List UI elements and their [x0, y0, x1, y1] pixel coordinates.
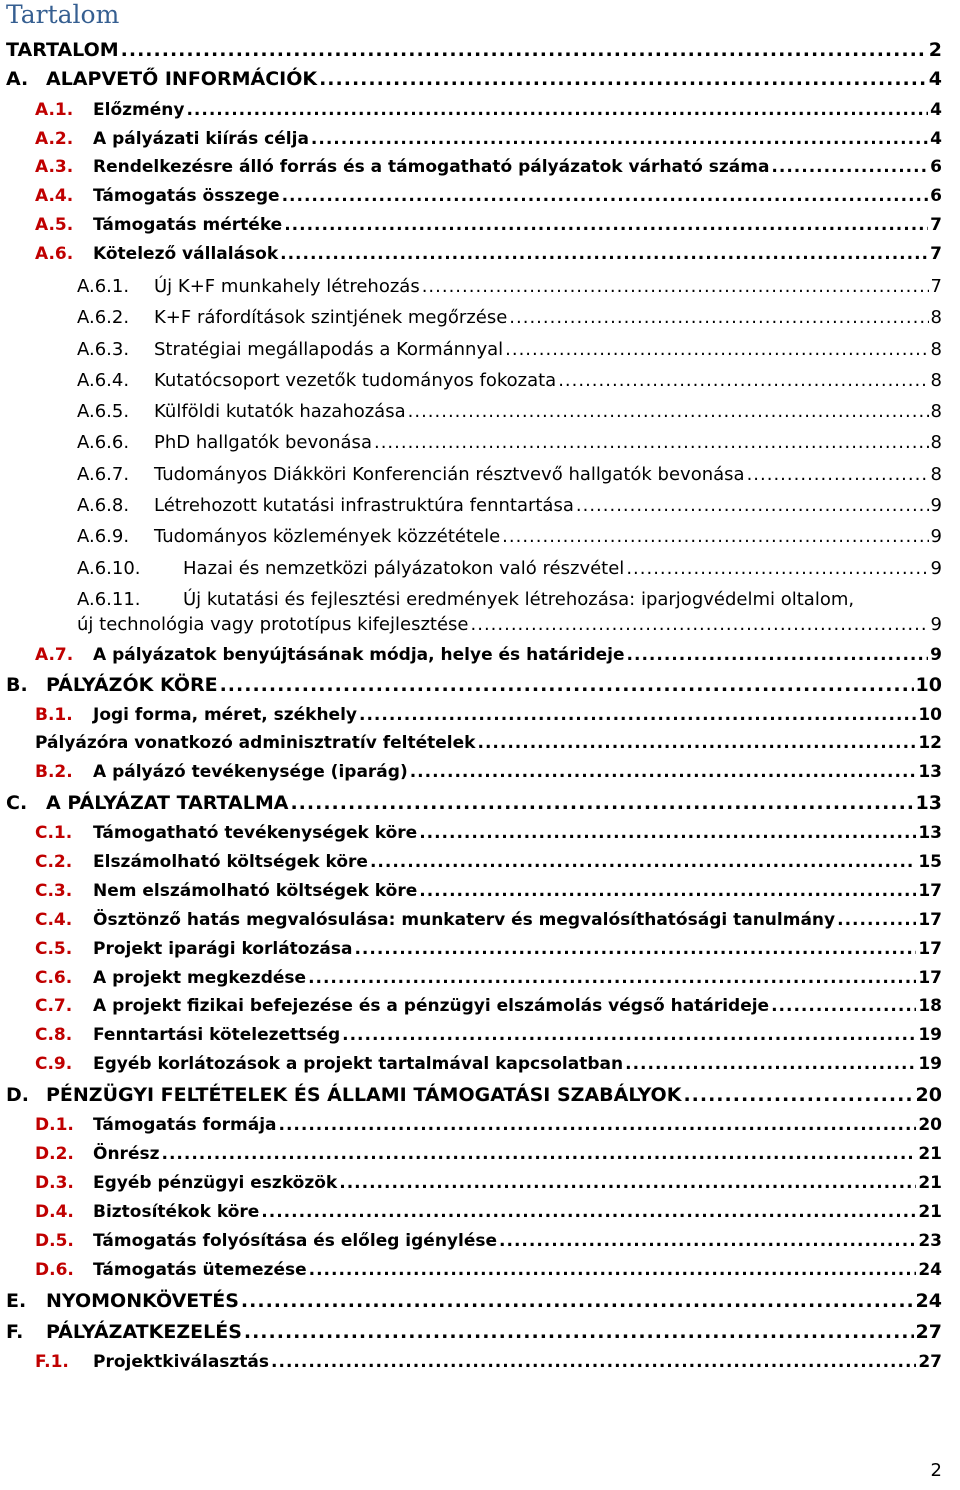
toc-entry-number: A.: [6, 68, 29, 90]
toc-entry-page: 9: [930, 558, 942, 579]
toc-entry-page: 8: [930, 464, 942, 485]
toc-entry[interactable]: [35, 762, 942, 782]
toc-leader-dots: [311, 129, 928, 149]
toc-leader-dots: [499, 1231, 916, 1251]
toc-entry-number: A.6.11.: [77, 589, 141, 610]
toc-entry[interactable]: [6, 674, 942, 696]
toc-entry[interactable]: [77, 432, 942, 453]
toc-entry-number: A.5.: [35, 215, 74, 235]
toc-entry-number: A.2.: [35, 129, 74, 149]
toc-entry-title: TARTALOM: [6, 39, 119, 61]
toc-entry[interactable]: [35, 244, 942, 264]
toc-entry-number: A.1.: [35, 100, 74, 120]
toc-entry[interactable]: [77, 526, 942, 547]
toc-entry-page: 8: [930, 432, 942, 453]
toc-leader-dots: [241, 1290, 914, 1312]
toc-entry[interactable]: [35, 705, 942, 725]
toc-entry-page: 10: [918, 705, 942, 725]
toc-entry-title: Jogi forma, méret, székhely: [93, 705, 357, 725]
toc-entry-number: A.4.: [35, 186, 74, 206]
toc-entry-page: 18: [918, 996, 942, 1016]
toc-entry-title: PÁLYÁZATKEZELÉS: [46, 1321, 242, 1343]
toc-entry[interactable]: [35, 215, 942, 235]
toc-entry-title: A pályázó tevékenysége (iparág): [93, 762, 408, 782]
toc-entry[interactable]: [35, 186, 942, 206]
toc-entry-title: PÁLYÁZÓK KÖRE: [46, 674, 218, 696]
toc-entry-title: Új K+F munkahely létrehozás: [154, 276, 420, 297]
toc-entry-title: NYOMONKÖVETÉS: [46, 1290, 239, 1312]
toc-entry[interactable]: [35, 823, 942, 843]
page-title: Tartalom: [6, 0, 120, 29]
toc-entry-number: E.: [6, 1290, 27, 1312]
toc-leader-dots: [477, 733, 916, 753]
toc-leader-dots: [419, 823, 916, 843]
toc-entry[interactable]: [77, 401, 942, 422]
toc-entry-page: 6: [930, 186, 942, 206]
toc-entry-number: D.1.: [35, 1115, 74, 1135]
toc-leader-dots: [509, 307, 928, 328]
toc-entry-page: 2: [928, 39, 942, 61]
toc-entry[interactable]: [77, 589, 942, 635]
toc-entry-page: 10: [915, 674, 942, 696]
toc-entry-title: Támogatás összege: [93, 186, 280, 206]
toc-entry-title: A PÁLYÁZAT TARTALMA: [46, 792, 289, 814]
toc-entry-number: D.2.: [35, 1144, 74, 1164]
toc-entry[interactable]: [35, 939, 942, 959]
toc-entry[interactable]: [35, 157, 942, 177]
toc-entry[interactable]: [35, 645, 942, 665]
toc-entry[interactable]: [77, 558, 942, 579]
toc-entry-number: B.: [6, 674, 28, 696]
toc-entry-page: 8: [930, 401, 942, 422]
toc-entry[interactable]: [77, 339, 942, 360]
toc-entry-title: Támogatható tevékenységek köre: [93, 823, 418, 843]
toc-leader-dots: [558, 370, 928, 391]
toc-entry-page: 9: [930, 614, 942, 635]
toc-leader-dots: [419, 881, 916, 901]
toc-leader-dots: [290, 792, 913, 814]
toc-entry-title: Projekt iparági korlátozása: [93, 939, 353, 959]
toc-entry-number: D.4.: [35, 1202, 74, 1222]
toc-entry-title: Fenntartási kötelezettség: [93, 1025, 341, 1045]
toc-entry-title: Önrész: [93, 1144, 160, 1164]
toc-entry-number: A.7.: [35, 645, 74, 665]
toc-entry-title: Pályázóra vonatkozó adminisztratív feltételek: [35, 733, 476, 753]
toc-entry-page: 24: [918, 1260, 942, 1280]
toc-entry[interactable]: [35, 100, 942, 120]
toc-entry-title: Kötelező vállalások: [93, 244, 279, 264]
toc-entry-title: PÉNZÜGYI FELTÉTELEK ÉS ÁLLAMI TÁMOGATÁSI SZABÁLYOK: [46, 1084, 682, 1106]
toc-entry-number: D.6.: [35, 1260, 74, 1280]
toc-leader-dots: [354, 939, 916, 959]
toc-entry-title: Külföldi kutatók hazahozása: [154, 401, 406, 422]
toc-entry[interactable]: [6, 792, 942, 814]
toc-entry[interactable]: [35, 852, 942, 872]
toc-entry[interactable]: [35, 1144, 942, 1164]
toc-leader-dots: [374, 432, 929, 453]
toc-entry[interactable]: [35, 129, 942, 149]
toc-entry[interactable]: [35, 996, 942, 1016]
toc-entry-number: C.1.: [35, 823, 73, 843]
toc-entry-title: Ösztönző hatás megvalósulása: munkaterv és megvalósíthatósági tanulmány: [93, 910, 836, 930]
toc-entry-title: A projekt megkezdése: [93, 968, 307, 988]
toc-entry-page: 17: [918, 939, 942, 959]
toc-entry-page: 19: [918, 1025, 942, 1045]
toc-entry-number: C.9.: [35, 1054, 73, 1074]
toc-entry[interactable]: [6, 1290, 942, 1312]
toc-leader-dots: [410, 762, 917, 782]
toc-entry[interactable]: [35, 910, 942, 930]
toc-entry-title: Új kutatási és fejlesztési eredmények létrehozása: iparjogvédelmi oltalom,: [183, 589, 855, 610]
toc-entry-page: 8: [930, 370, 942, 391]
toc-entry-page: 4: [930, 100, 942, 120]
toc-entry-number: C.2.: [35, 852, 73, 872]
toc-leader-dots: [502, 526, 928, 547]
toc-leader-dots: [280, 244, 928, 264]
toc-entry-number: C.4.: [35, 910, 73, 930]
toc-entry-title: A pályázati kiírás célja: [93, 129, 309, 149]
toc-entry-title: Rendelkezésre álló forrás és a támogatható pályázatok várható száma: [93, 157, 770, 177]
toc-entry[interactable]: [35, 1260, 942, 1280]
toc-entry[interactable]: [77, 464, 942, 485]
toc-entry-number: B.2.: [35, 762, 73, 782]
toc-entry[interactable]: [35, 1202, 942, 1222]
toc-entry-title: Tudományos közlemények közzététele: [154, 526, 501, 547]
toc-entry-title: A pályázatok benyújtásának módja, helye és határideje: [93, 645, 625, 665]
toc-entry[interactable]: [77, 370, 942, 391]
toc-entry-number: A.6.2.: [77, 307, 130, 328]
toc-entry-title: Előzmény: [93, 100, 185, 120]
toc-entry-title: Létrehozott kutatási infrastruktúra fenntartása: [154, 495, 574, 516]
toc-entry-number: A.6.7.: [77, 464, 130, 485]
toc-entry-number: A.6.9.: [77, 526, 130, 547]
toc-entry[interactable]: [35, 733, 942, 753]
toc-leader-dots: [319, 68, 927, 90]
toc-entry-number: C.: [6, 792, 28, 814]
toc-entry[interactable]: [35, 1115, 942, 1135]
toc-entry-number: D.5.: [35, 1231, 74, 1251]
toc-entry-page: 24: [915, 1290, 942, 1312]
toc-entry-page: 6: [930, 157, 942, 177]
toc-entry-title: Egyéb pénzügyi eszközök: [93, 1173, 338, 1193]
toc-entry-page: 21: [918, 1173, 942, 1193]
toc-leader-dots: [683, 1084, 913, 1106]
toc-leader-dots: [471, 614, 929, 635]
toc-entry-number: C.7.: [35, 996, 73, 1016]
toc-entry-page: 7: [930, 215, 942, 235]
toc-leader-dots: [161, 1144, 916, 1164]
toc-leader-dots: [186, 100, 928, 120]
toc-entry-page: 4: [928, 68, 942, 90]
toc-entry-title: Nem elszámolható költségek köre: [93, 881, 418, 901]
toc-entry-number: A.6.6.: [77, 432, 130, 453]
toc-leader-dots: [220, 674, 914, 696]
toc-entry[interactable]: [35, 1054, 942, 1074]
toc-leader-dots: [771, 157, 928, 177]
toc-entry-number: C.8.: [35, 1025, 73, 1045]
toc-entry-number: C.3.: [35, 881, 73, 901]
toc-entry-page: 9: [930, 495, 942, 516]
toc-entry-number: C.5.: [35, 939, 73, 959]
toc-entry-number: A.6.4.: [77, 370, 130, 391]
toc-entry-number: A.6.: [35, 244, 74, 264]
page-number: 2: [930, 1460, 942, 1481]
toc-entry[interactable]: [77, 276, 942, 297]
toc-leader-dots: [359, 705, 916, 725]
toc-entry-page: 7: [930, 276, 942, 297]
toc-leader-dots: [505, 339, 928, 360]
toc-entry-title: Hazai és nemzetközi pályázatokon való részvétel: [183, 558, 625, 579]
toc-entry-title: Támogatás folyósítása és előleg igénylése: [93, 1231, 498, 1251]
toc-leader-dots: [771, 996, 916, 1016]
toc-entry[interactable]: [35, 1025, 942, 1045]
toc-entry-page: 27: [915, 1321, 942, 1343]
toc-leader-dots: [627, 645, 929, 665]
toc-entry-page: 19: [918, 1054, 942, 1074]
toc-leader-dots: [626, 558, 928, 579]
toc-entry-page: 17: [918, 910, 942, 930]
toc-entry-number: D.: [6, 1084, 29, 1106]
toc-leader-dots: [370, 852, 916, 872]
toc-leader-dots: [308, 968, 916, 988]
toc-entry-page: 20: [915, 1084, 942, 1106]
toc-entry-number: A.6.8.: [77, 495, 130, 516]
toc-entry[interactable]: [6, 1084, 942, 1106]
toc-leader-dots: [309, 1260, 917, 1280]
toc-leader-dots: [284, 215, 928, 235]
toc-entry-number: D.3.: [35, 1173, 74, 1193]
toc-entry[interactable]: [35, 968, 942, 988]
toc-entry-page: 15: [918, 852, 942, 872]
toc-entry-number: F.1.: [35, 1352, 69, 1372]
toc-leader-dots: [121, 39, 927, 61]
toc-entry-page: 27: [918, 1352, 942, 1372]
toc-entry-number: A.6.5.: [77, 401, 130, 422]
toc-entry-title: Elszámolható költségek köre: [93, 852, 368, 872]
toc-entry-title: K+F ráfordítások szintjének megőrzése: [154, 307, 508, 328]
toc-entry[interactable]: [77, 495, 942, 516]
toc-entry-title: Támogatás ütemezése: [93, 1260, 307, 1280]
toc-entry-page: 4: [930, 129, 942, 149]
toc-entry-page: 23: [918, 1231, 942, 1251]
toc-entry[interactable]: [6, 1321, 942, 1343]
toc-entry-title: ALAPVETŐ INFORMÁCIÓK: [46, 68, 318, 90]
toc-entry-number: A.6.10.: [77, 558, 141, 579]
toc-leader-dots: [279, 1115, 917, 1135]
toc-entry-page: 8: [930, 339, 942, 360]
toc-entry-page: 9: [930, 645, 942, 665]
toc-entry-page: 13: [918, 823, 942, 843]
toc-leader-dots: [282, 186, 929, 206]
toc-entry-page: 12: [918, 733, 942, 753]
toc-entry-page: 13: [918, 762, 942, 782]
toc-entry[interactable]: [35, 1173, 942, 1193]
toc-leader-dots: [747, 464, 929, 485]
toc-leader-dots: [422, 276, 929, 297]
toc-leader-dots: [576, 495, 929, 516]
toc-entry-page: 7: [930, 244, 942, 264]
toc-entry-page: 17: [918, 968, 942, 988]
toc-entry-number: A.3.: [35, 157, 74, 177]
toc-entry-title: Támogatás mértéke: [93, 215, 283, 235]
toc-entry-page: 21: [918, 1144, 942, 1164]
toc-entry-title: Kutatócsoport vezetők tudományos fokozata: [154, 370, 557, 391]
toc-entry[interactable]: [77, 307, 942, 328]
toc-entry-number: C.6.: [35, 968, 73, 988]
toc-entry-number: F.: [6, 1321, 24, 1343]
toc-entry-page: 8: [930, 307, 942, 328]
toc-entry[interactable]: [6, 39, 942, 61]
toc-entry-title: Stratégiai megállapodás a Kormánnyal: [154, 339, 504, 360]
toc-entry[interactable]: [35, 1231, 942, 1251]
toc-entry-number: A.6.1.: [77, 276, 130, 297]
toc-entry-title: Projektkiválasztás: [93, 1352, 270, 1372]
toc-leader-dots: [342, 1025, 916, 1045]
toc-entry-title: Támogatás formája: [93, 1115, 277, 1135]
toc-entry-number: A.6.3.: [77, 339, 130, 360]
toc-entry-title: Biztosítékok köre: [93, 1202, 260, 1222]
toc-entry-number: B.1.: [35, 705, 73, 725]
toc-entry[interactable]: [35, 881, 942, 901]
toc-entry-page: 13: [915, 792, 942, 814]
toc-entry-title: PhD hallgatók bevonása: [154, 432, 372, 453]
toc-leader-dots: [625, 1054, 916, 1074]
toc-leader-dots: [271, 1352, 916, 1372]
toc-entry-title: Tudományos Diákköri Konferencián résztvevő hallgatók bevonása: [154, 464, 745, 485]
toc-entry-title: Egyéb korlátozások a projekt tartalmával kapcsolatban: [93, 1054, 624, 1074]
toc-leader-dots: [244, 1321, 914, 1343]
toc-entry-page: 21: [918, 1202, 942, 1222]
toc-entry-title-cont: új technológia vagy prototípus kifejlesztése: [77, 614, 469, 635]
toc-leader-dots: [837, 910, 916, 930]
toc-entry-page: 9: [930, 526, 942, 547]
toc-leader-dots: [261, 1202, 916, 1222]
toc-entry-page: 17: [918, 881, 942, 901]
toc-leader-dots: [339, 1173, 916, 1193]
toc-entry-title: A projekt fizikai befejezése és a pénzügyi elszámolás végső határideje: [93, 996, 770, 1016]
toc-entry[interactable]: [6, 68, 942, 90]
toc-leader-dots: [408, 401, 929, 422]
toc-entry-page: 20: [918, 1115, 942, 1135]
toc-entry[interactable]: [35, 1352, 942, 1372]
